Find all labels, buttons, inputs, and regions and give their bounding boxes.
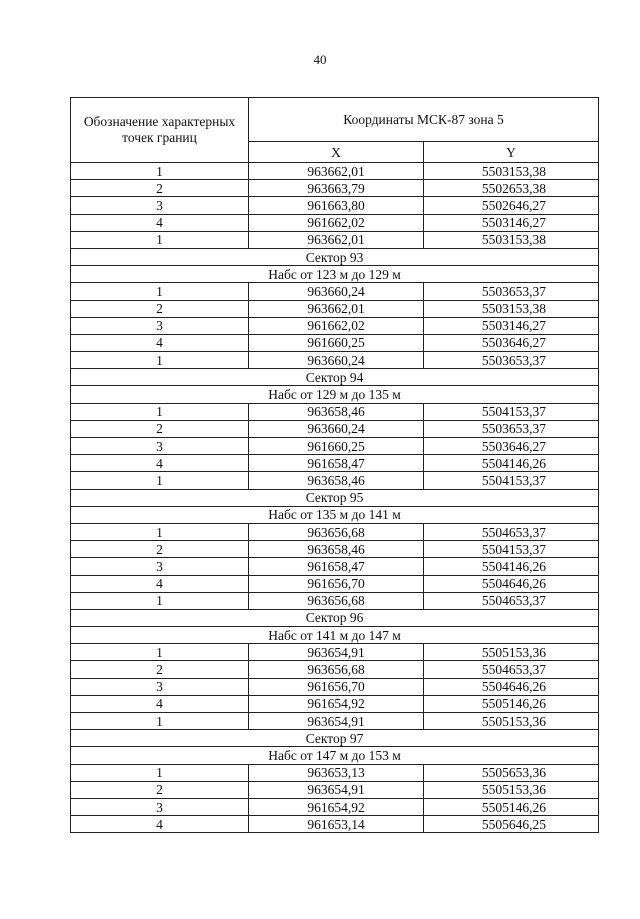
height-range: Набс от 147 м до 153 м — [71, 747, 599, 764]
x-coordinate-cell: 963660,24 — [249, 283, 424, 300]
point-number-cell: 4 — [71, 816, 249, 833]
x-coordinate-cell: 961662,02 — [249, 214, 424, 231]
table-row — [71, 592, 599, 609]
x-coordinate-cell: 961662,02 — [249, 317, 424, 334]
y-coordinate-cell: 5504146,26 — [424, 455, 599, 472]
point-number-cell: 2 — [71, 420, 249, 437]
point-number-cell: 1 — [71, 472, 249, 489]
point-number-cell: 3 — [71, 197, 249, 214]
x-coordinate-cell: 963662,01 — [249, 231, 424, 248]
sector-title: Сектор 97 — [71, 730, 599, 747]
y-coordinate-cell: 5504646,26 — [424, 575, 599, 592]
point-number-cell: 3 — [71, 438, 249, 455]
point-number-cell: 3 — [71, 678, 249, 695]
designation-header: Обозначение характерных точек границ — [71, 98, 249, 163]
y-coordinate-cell: 5504153,37 — [424, 403, 599, 420]
point-number-cell: 1 — [71, 523, 249, 540]
x-coordinate-cell: 963658,46 — [249, 541, 424, 558]
table-row — [71, 695, 599, 712]
x-coordinate-cell: 961656,70 — [249, 575, 424, 592]
y-coordinate-cell: 5505646,25 — [424, 816, 599, 833]
x-coordinate-cell: 961658,47 — [249, 558, 424, 575]
sector-row — [71, 609, 599, 626]
y-coordinate-cell: 5503653,37 — [424, 352, 599, 369]
y-coordinate-cell: 5502646,27 — [424, 197, 599, 214]
y-coordinate-cell: 5504153,37 — [424, 472, 599, 489]
table-row — [71, 764, 599, 781]
point-number-cell: 1 — [71, 163, 249, 180]
height-range-row — [71, 506, 599, 523]
point-number-cell: 3 — [71, 317, 249, 334]
height-range: Набс от 141 м до 147 м — [71, 627, 599, 644]
y-column-header: Y — [424, 142, 599, 163]
table-row — [71, 472, 599, 489]
point-number-cell: 2 — [71, 541, 249, 558]
sector-title: Сектор 94 — [71, 369, 599, 386]
table-row — [71, 558, 599, 575]
y-coordinate-cell: 5504653,37 — [424, 661, 599, 678]
sector-title: Сектор 96 — [71, 609, 599, 626]
page-number: 40 — [313, 52, 327, 67]
point-number-cell: 4 — [71, 455, 249, 472]
x-coordinate-cell: 963660,24 — [249, 420, 424, 437]
table-row — [71, 575, 599, 592]
y-coordinate-cell: 5503146,27 — [424, 317, 599, 334]
point-number-cell: 2 — [71, 180, 249, 197]
table-row — [71, 678, 599, 695]
x-coordinate-cell: 963654,91 — [249, 644, 424, 661]
point-number-cell: 2 — [71, 300, 249, 317]
x-coordinate-cell: 963660,24 — [249, 352, 424, 369]
y-coordinate-cell: 5504146,26 — [424, 558, 599, 575]
y-coordinate-cell: 5505653,36 — [424, 764, 599, 781]
point-number-cell: 1 — [71, 352, 249, 369]
table-row — [71, 180, 599, 197]
x-coordinate-cell: 963662,01 — [249, 300, 424, 317]
point-number-cell: 4 — [71, 334, 249, 351]
point-number-cell: 1 — [71, 592, 249, 609]
x-coordinate-cell: 961653,14 — [249, 816, 424, 833]
table-row — [71, 317, 599, 334]
y-coordinate-cell: 5505153,36 — [424, 644, 599, 661]
table-row — [71, 713, 599, 730]
sector-row — [71, 730, 599, 747]
x-coordinate-cell: 961654,92 — [249, 695, 424, 712]
height-range: Набс от 129 м до 135 м — [71, 386, 599, 403]
point-number-cell: 1 — [71, 644, 249, 661]
y-coordinate-cell: 5504646,26 — [424, 678, 599, 695]
table-row — [71, 300, 599, 317]
y-coordinate-cell: 5504153,37 — [424, 541, 599, 558]
table-header — [71, 98, 599, 163]
point-number-cell: 3 — [71, 558, 249, 575]
y-coordinate-cell: 5503153,38 — [424, 300, 599, 317]
point-number-cell: 4 — [71, 695, 249, 712]
table-row — [71, 644, 599, 661]
table-body — [71, 163, 599, 833]
x-coordinate-cell: 961663,80 — [249, 197, 424, 214]
coords-system-header: Координаты МСК-87 зона 5 — [249, 98, 599, 142]
point-number-cell: 1 — [71, 283, 249, 300]
sector-row — [71, 369, 599, 386]
table-row — [71, 661, 599, 678]
point-number-cell: 1 — [71, 764, 249, 781]
table-row — [71, 455, 599, 472]
sector-title: Сектор 93 — [71, 248, 599, 265]
y-coordinate-cell: 5503646,27 — [424, 334, 599, 351]
table-row — [71, 523, 599, 540]
height-range: Набс от 135 м до 141 м — [71, 506, 599, 523]
x-coordinate-cell: 961658,47 — [249, 455, 424, 472]
x-coordinate-cell: 963663,79 — [249, 180, 424, 197]
y-coordinate-cell: 5505146,26 — [424, 798, 599, 815]
x-coordinate-cell: 961660,25 — [249, 334, 424, 351]
x-coordinate-cell: 963658,46 — [249, 403, 424, 420]
sector-title: Сектор 95 — [71, 489, 599, 506]
x-coordinate-cell: 961660,25 — [249, 438, 424, 455]
height-range: Набс от 123 м до 129 м — [71, 266, 599, 283]
x-coordinate-cell: 963653,13 — [249, 764, 424, 781]
table-row — [71, 163, 599, 180]
y-coordinate-cell: 5503653,37 — [424, 283, 599, 300]
height-range-row — [71, 266, 599, 283]
y-coordinate-cell: 5504653,37 — [424, 523, 599, 540]
x-coordinate-cell: 963656,68 — [249, 523, 424, 540]
table-row — [71, 352, 599, 369]
y-coordinate-cell: 5505153,36 — [424, 781, 599, 798]
coordinates-table — [70, 97, 599, 833]
table-row — [71, 816, 599, 833]
x-coordinate-cell: 963656,68 — [249, 661, 424, 678]
table-row — [71, 231, 599, 248]
y-coordinate-cell: 5503146,27 — [424, 214, 599, 231]
table-row — [71, 403, 599, 420]
y-coordinate-cell: 5505146,26 — [424, 695, 599, 712]
point-number-cell: 1 — [71, 713, 249, 730]
y-coordinate-cell: 5503153,38 — [424, 163, 599, 180]
table-row — [71, 283, 599, 300]
x-coordinate-cell: 961654,92 — [249, 798, 424, 815]
y-coordinate-cell: 5505153,36 — [424, 713, 599, 730]
x-coordinate-cell: 963654,91 — [249, 781, 424, 798]
y-coordinate-cell: 5504653,37 — [424, 592, 599, 609]
y-coordinate-cell: 5503653,37 — [424, 420, 599, 437]
table-row — [71, 438, 599, 455]
table-row — [71, 798, 599, 815]
x-coordinate-cell: 963654,91 — [249, 713, 424, 730]
x-coordinate-cell: 963662,01 — [249, 163, 424, 180]
table-row — [71, 781, 599, 798]
point-number-cell: 3 — [71, 798, 249, 815]
x-coordinate-cell: 961656,70 — [249, 678, 424, 695]
y-coordinate-cell: 5503646,27 — [424, 438, 599, 455]
height-range-row — [71, 386, 599, 403]
point-number-cell: 2 — [71, 781, 249, 798]
y-coordinate-cell: 5503153,38 — [424, 231, 599, 248]
height-range-row — [71, 747, 599, 764]
y-coordinate-cell: 5502653,38 — [424, 180, 599, 197]
point-number-cell: 1 — [71, 403, 249, 420]
x-coordinate-cell: 963658,46 — [249, 472, 424, 489]
sector-row — [71, 489, 599, 506]
table-row — [71, 420, 599, 437]
point-number-cell: 1 — [71, 231, 249, 248]
point-number-cell: 2 — [71, 661, 249, 678]
x-coordinate-cell: 963656,68 — [249, 592, 424, 609]
table-row — [71, 197, 599, 214]
point-number-cell: 4 — [71, 575, 249, 592]
table-row — [71, 334, 599, 351]
sector-row — [71, 248, 599, 265]
x-column-header: X — [249, 142, 424, 163]
point-number-cell: 4 — [71, 214, 249, 231]
table-row — [71, 541, 599, 558]
height-range-row — [71, 627, 599, 644]
table-row — [71, 214, 599, 231]
